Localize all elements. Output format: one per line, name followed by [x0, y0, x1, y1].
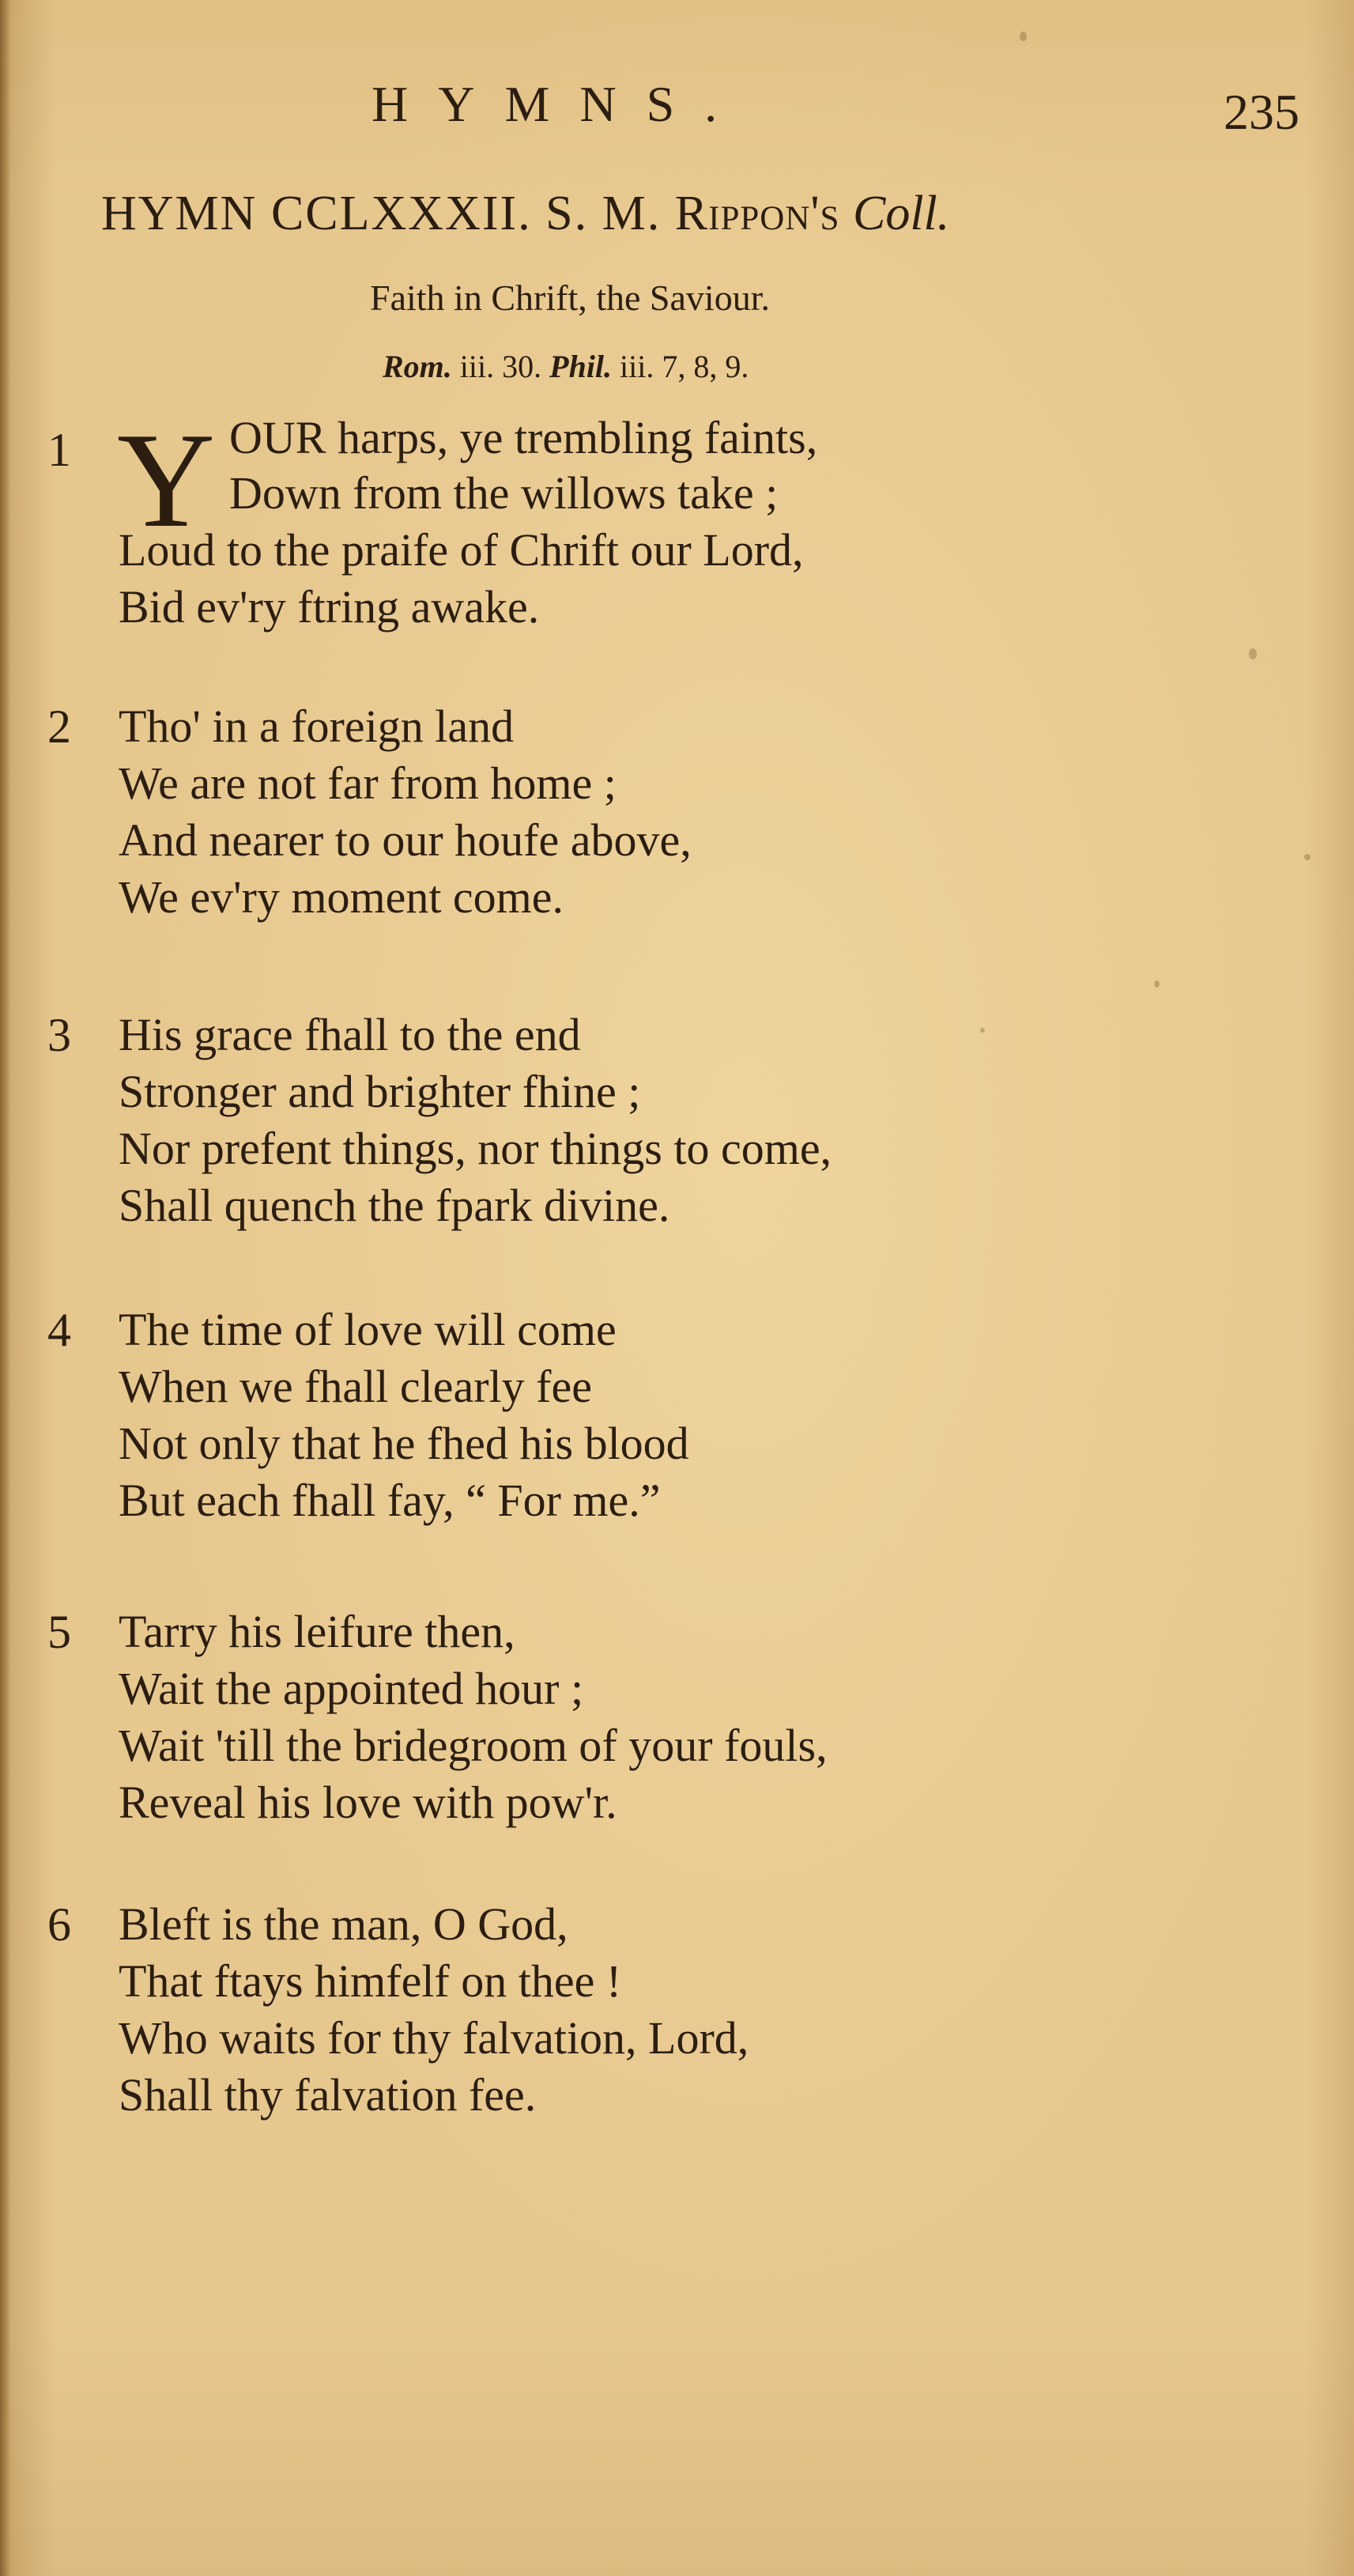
stanza-number: 6 [47, 1898, 71, 1951]
foxing-speck [1154, 980, 1160, 988]
hymn-title-source: Rippon's [674, 187, 853, 240]
verse-line: Loud to the praife of Chrift our Lord, [119, 524, 804, 576]
reference-verse-2: iii. 7, 8, 9. [612, 349, 749, 384]
stanza-number: 5 [47, 1606, 71, 1658]
verse-line: Down from the willows take ; [229, 467, 779, 519]
verse-line: His grace fhall to the end [119, 1009, 581, 1060]
verse-line: Nor prefent things, nor things to come, [119, 1123, 832, 1174]
verse-line: Reveal his love with pow'r. [119, 1777, 617, 1828]
verse-line: Shall quench the fpark divine. [119, 1180, 670, 1231]
verse-line: Bleft is the man, O God, [119, 1898, 568, 1950]
page-number: 235 [1224, 84, 1299, 140]
verse-line: OUR harps, ye trembling faints, [229, 412, 818, 463]
hymn-title-collection: Coll. [852, 187, 950, 240]
stanza-number: 2 [47, 701, 71, 753]
reference-verse-1: iii. 30. [451, 349, 550, 384]
reference-book-1: Rom. [383, 349, 452, 384]
verse-line: Bid ev'ry ftring awake. [119, 581, 540, 633]
verse-line: Wait 'till the bridegroom of your fouls, [119, 1720, 828, 1771]
verse-line: That ftays himfelf on thee ! [119, 1955, 622, 2007]
verse-line: We ev'ry moment come. [119, 871, 564, 923]
verse-line: When we fhall clearly fee [119, 1361, 592, 1412]
hymn-title-main: HYMN CCLXXXII. S. M. [101, 187, 675, 240]
verse-line: And nearer to our houfe above, [119, 814, 692, 866]
verse-line: But each fhall fay, “ For me.” [119, 1475, 661, 1526]
verse-line: We are not far from home ; [119, 757, 617, 809]
running-title: HYMNS. [372, 76, 748, 132]
binding-edge-shadow [0, 0, 11, 2576]
verse-line: Who waits for thy falvation, Lord, [119, 2012, 749, 2064]
hymn-subtitle: Faith in Chrift, the Saviour. [370, 278, 770, 318]
verse-line: Stronger and brighter fhine ; [119, 1066, 641, 1117]
foxing-speck [1020, 32, 1027, 41]
drop-cap: Y [117, 406, 216, 556]
scripture-reference [383, 348, 749, 385]
stanza-number: 4 [47, 1304, 71, 1356]
verse-line: Not only that he fhed his blood [119, 1418, 689, 1469]
stanza-number: 3 [47, 1009, 71, 1061]
verse-line: Wait the appointed hour ; [119, 1663, 584, 1714]
verse-line: Tho' in a foreign land [119, 701, 515, 752]
foxing-speck [980, 1028, 985, 1033]
verse-line: Tarry his leifure then, [119, 1606, 515, 1657]
reference-book-2: Phil. [549, 349, 613, 384]
foxing-speck [1304, 854, 1311, 860]
foxing-speck [1249, 648, 1257, 659]
stanza-number: 1 [47, 424, 71, 476]
verse-line: The time of love will come [119, 1304, 617, 1355]
verse-line: Shall thy falvation fee. [119, 2069, 537, 2121]
hymn-title [101, 186, 949, 242]
